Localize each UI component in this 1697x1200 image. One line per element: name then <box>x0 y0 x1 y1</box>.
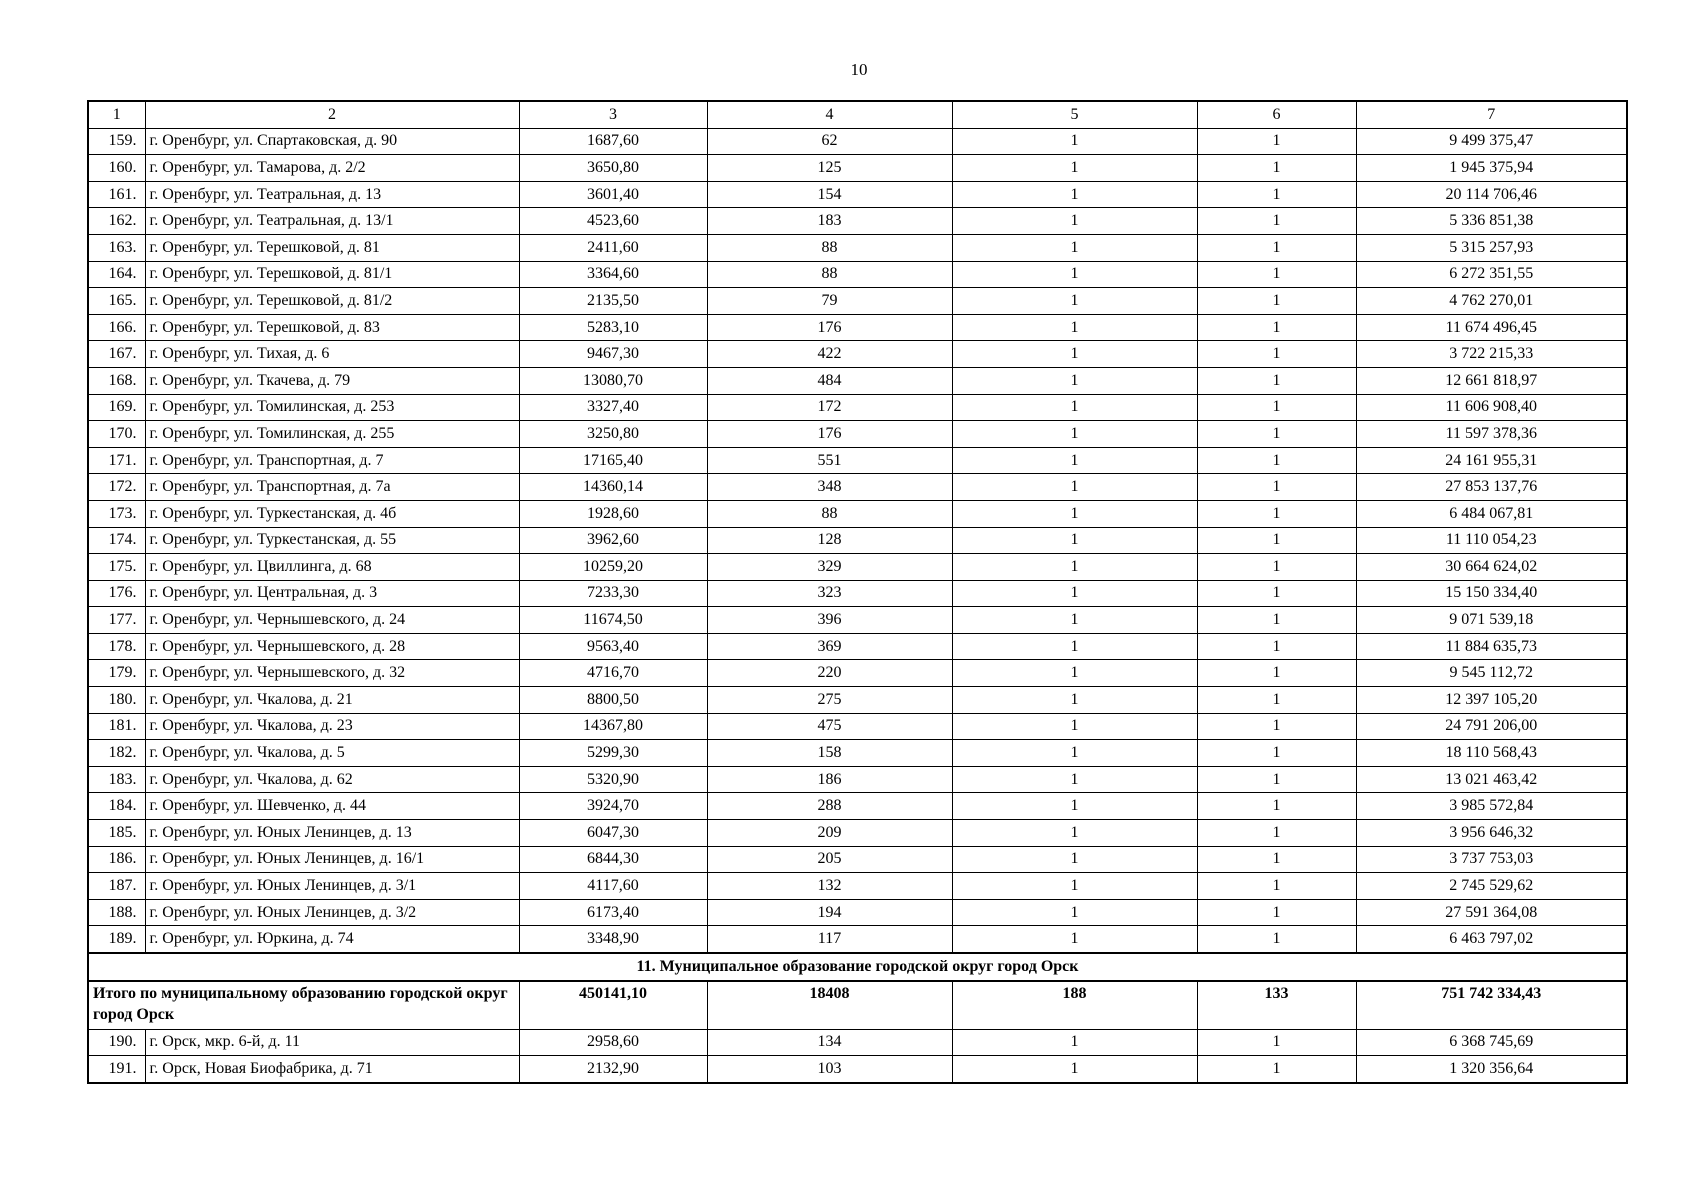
table-row <box>88 554 1627 581</box>
col6-cell: 1 <box>1197 713 1356 740</box>
total-c7-cell: 751 742 334,43 <box>1356 981 1627 1030</box>
address-cell: г. Оренбург, ул. Туркестанская, д. 55 <box>145 527 519 554</box>
count-cell: 396 <box>707 607 952 634</box>
row-number-cell: 163. <box>88 234 145 261</box>
address-cell: г. Оренбург, ул. Спартаковская, д. 90 <box>145 128 519 155</box>
col5-cell: 1 <box>952 1056 1197 1083</box>
cost-cell: 11 110 054,23 <box>1356 527 1627 554</box>
row-number-cell: 191. <box>88 1056 145 1083</box>
col5-cell: 1 <box>952 607 1197 634</box>
col5-cell: 1 <box>952 474 1197 501</box>
table-row <box>88 261 1627 288</box>
col6-cell: 1 <box>1197 1056 1356 1083</box>
col6-cell: 1 <box>1197 181 1356 208</box>
count-cell: 125 <box>707 155 952 182</box>
cost-cell: 13 021 463,42 <box>1356 766 1627 793</box>
table-row <box>88 660 1627 687</box>
area-cell: 14367,80 <box>519 713 707 740</box>
area-cell: 13080,70 <box>519 367 707 394</box>
col5-cell: 1 <box>952 846 1197 873</box>
address-cell: г. Оренбург, ул. Терешковой, д. 81/1 <box>145 261 519 288</box>
address-cell: г. Оренбург, ул. Тихая, д. 6 <box>145 341 519 368</box>
col5-cell: 1 <box>952 766 1197 793</box>
address-cell: г. Оренбург, ул. Юных Ленинцев, д. 3/1 <box>145 873 519 900</box>
row-number-cell: 168. <box>88 367 145 394</box>
cost-cell: 11 884 635,73 <box>1356 633 1627 660</box>
row-number-cell: 162. <box>88 208 145 235</box>
cost-cell: 15 150 334,40 <box>1356 580 1627 607</box>
row-number-cell: 188. <box>88 899 145 926</box>
row-number-cell: 180. <box>88 687 145 714</box>
row-number-cell: 174. <box>88 527 145 554</box>
col6-cell: 1 <box>1197 367 1356 394</box>
address-cell: г. Оренбург, ул. Ткачева, д. 79 <box>145 367 519 394</box>
col5-cell: 1 <box>952 820 1197 847</box>
count-cell: 323 <box>707 580 952 607</box>
cost-cell: 4 762 270,01 <box>1356 288 1627 315</box>
count-cell: 183 <box>707 208 952 235</box>
table-row <box>88 288 1627 315</box>
col6-cell: 1 <box>1197 1029 1356 1056</box>
cost-cell: 11 606 908,40 <box>1356 394 1627 421</box>
table-row <box>88 527 1627 554</box>
col6-cell: 1 <box>1197 314 1356 341</box>
col6-cell: 1 <box>1197 341 1356 368</box>
col5-cell: 1 <box>952 580 1197 607</box>
count-cell: 117 <box>707 926 952 953</box>
count-cell: 484 <box>707 367 952 394</box>
address-cell: г. Оренбург, ул. Юркина, д. 74 <box>145 926 519 953</box>
col6-cell: 1 <box>1197 208 1356 235</box>
row-number-cell: 177. <box>88 607 145 634</box>
area-cell: 5283,10 <box>519 314 707 341</box>
col5-cell: 1 <box>952 128 1197 155</box>
col6-cell: 1 <box>1197 527 1356 554</box>
area-cell: 3601,40 <box>519 181 707 208</box>
table-row <box>88 766 1627 793</box>
col5-cell: 1 <box>952 633 1197 660</box>
col5-cell: 1 <box>952 740 1197 767</box>
area-cell: 5320,90 <box>519 766 707 793</box>
table-row <box>88 447 1627 474</box>
col6-cell: 1 <box>1197 846 1356 873</box>
col5-cell: 1 <box>952 713 1197 740</box>
col6-cell: 1 <box>1197 554 1356 581</box>
col6-cell: 1 <box>1197 421 1356 448</box>
area-cell: 3962,60 <box>519 527 707 554</box>
section-heading-row <box>88 953 1627 981</box>
address-cell: г. Оренбург, ул. Юных Ленинцев, д. 3/2 <box>145 899 519 926</box>
row-number-cell: 165. <box>88 288 145 315</box>
area-cell: 2135,50 <box>519 288 707 315</box>
count-cell: 88 <box>707 500 952 527</box>
cost-cell: 6 484 067,81 <box>1356 500 1627 527</box>
header-cell: 1 <box>88 101 145 128</box>
row-number-cell: 186. <box>88 846 145 873</box>
page-number: 10 <box>850 60 868 79</box>
row-number-cell: 187. <box>88 873 145 900</box>
cost-cell: 5 315 257,93 <box>1356 234 1627 261</box>
cost-cell: 9 545 112,72 <box>1356 660 1627 687</box>
col6-cell: 1 <box>1197 820 1356 847</box>
count-cell: 134 <box>707 1029 952 1056</box>
count-cell: 128 <box>707 527 952 554</box>
col6-cell: 1 <box>1197 687 1356 714</box>
count-cell: 475 <box>707 713 952 740</box>
table-body <box>88 101 1627 1083</box>
cost-cell: 27 591 364,08 <box>1356 899 1627 926</box>
address-cell: г. Оренбург, ул. Терешковой, д. 81 <box>145 234 519 261</box>
col6-cell: 1 <box>1197 660 1356 687</box>
col5-cell: 1 <box>952 181 1197 208</box>
cost-cell: 20 114 706,46 <box>1356 181 1627 208</box>
count-cell: 79 <box>707 288 952 315</box>
count-cell: 154 <box>707 181 952 208</box>
count-cell: 132 <box>707 873 952 900</box>
area-cell: 9563,40 <box>519 633 707 660</box>
area-cell: 6047,30 <box>519 820 707 847</box>
count-cell: 220 <box>707 660 952 687</box>
area-cell: 17165,40 <box>519 447 707 474</box>
table-row <box>88 421 1627 448</box>
col5-cell: 1 <box>952 660 1197 687</box>
table-row <box>88 474 1627 501</box>
row-number-cell: 167. <box>88 341 145 368</box>
area-cell: 3327,40 <box>519 394 707 421</box>
col6-cell: 1 <box>1197 500 1356 527</box>
col6-cell: 1 <box>1197 873 1356 900</box>
area-cell: 3250,80 <box>519 421 707 448</box>
col6-cell: 1 <box>1197 128 1356 155</box>
area-cell: 8800,50 <box>519 687 707 714</box>
row-number-cell: 175. <box>88 554 145 581</box>
area-cell: 4716,70 <box>519 660 707 687</box>
col5-cell: 1 <box>952 234 1197 261</box>
table-row <box>88 367 1627 394</box>
cost-cell: 27 853 137,76 <box>1356 474 1627 501</box>
row-number-cell: 159. <box>88 128 145 155</box>
col5-cell: 1 <box>952 155 1197 182</box>
cost-cell: 2 745 529,62 <box>1356 873 1627 900</box>
count-cell: 422 <box>707 341 952 368</box>
address-cell: г. Оренбург, ул. Транспортная, д. 7 <box>145 447 519 474</box>
table-row <box>88 820 1627 847</box>
table-row <box>88 713 1627 740</box>
col5-cell: 1 <box>952 687 1197 714</box>
count-cell: 88 <box>707 261 952 288</box>
area-cell: 3650,80 <box>519 155 707 182</box>
header-cell: 2 <box>145 101 519 128</box>
count-cell: 103 <box>707 1056 952 1083</box>
count-cell: 275 <box>707 687 952 714</box>
address-cell: г. Оренбург, ул. Театральная, д. 13 <box>145 181 519 208</box>
table-row <box>88 687 1627 714</box>
table-row <box>88 500 1627 527</box>
row-number-cell: 184. <box>88 793 145 820</box>
col6-cell: 1 <box>1197 926 1356 953</box>
count-cell: 88 <box>707 234 952 261</box>
table-row <box>88 1056 1627 1083</box>
row-number-cell: 181. <box>88 713 145 740</box>
area-cell: 3348,90 <box>519 926 707 953</box>
cost-cell: 3 985 572,84 <box>1356 793 1627 820</box>
table-row <box>88 846 1627 873</box>
address-cell: г. Оренбург, ул. Юных Ленинцев, д. 16/1 <box>145 846 519 873</box>
address-cell: г. Оренбург, ул. Томилинская, д. 253 <box>145 394 519 421</box>
apartment-buildings-table <box>87 100 1628 1084</box>
cost-cell: 3 956 646,32 <box>1356 820 1627 847</box>
table-row <box>88 394 1627 421</box>
col5-cell: 1 <box>952 554 1197 581</box>
area-cell: 4117,60 <box>519 873 707 900</box>
total-row <box>88 981 1627 1030</box>
cost-cell: 11 674 496,45 <box>1356 314 1627 341</box>
address-cell: г. Оренбург, ул. Шевченко, д. 44 <box>145 793 519 820</box>
col5-cell: 1 <box>952 873 1197 900</box>
col5-cell: 1 <box>952 208 1197 235</box>
col5-cell: 1 <box>952 288 1197 315</box>
cost-cell: 3 737 753,03 <box>1356 846 1627 873</box>
row-number-cell: 166. <box>88 314 145 341</box>
address-cell: г. Оренбург, ул. Чернышевского, д. 32 <box>145 660 519 687</box>
col6-cell: 1 <box>1197 580 1356 607</box>
total-c4-cell: 18408 <box>707 981 952 1030</box>
count-cell: 62 <box>707 128 952 155</box>
table-row <box>88 793 1627 820</box>
col6-cell: 1 <box>1197 766 1356 793</box>
address-cell: г. Оренбург, ул. Томилинская, д. 255 <box>145 421 519 448</box>
col6-cell: 1 <box>1197 155 1356 182</box>
table-row <box>88 155 1627 182</box>
table-row <box>88 633 1627 660</box>
col5-cell: 1 <box>952 261 1197 288</box>
total-label: Итого по муниципальному образованию городской округ город Орск <box>88 981 519 1030</box>
row-number-cell: 178. <box>88 633 145 660</box>
row-number-cell: 183. <box>88 766 145 793</box>
area-cell: 6844,30 <box>519 846 707 873</box>
area-cell: 5299,30 <box>519 740 707 767</box>
address-cell: г. Оренбург, ул. Юных Ленинцев, д. 13 <box>145 820 519 847</box>
address-cell: г. Оренбург, ул. Транспортная, д. 7а <box>145 474 519 501</box>
col5-cell: 1 <box>952 394 1197 421</box>
area-cell: 2132,90 <box>519 1056 707 1083</box>
row-number-cell: 160. <box>88 155 145 182</box>
row-number-cell: 172. <box>88 474 145 501</box>
col6-cell: 1 <box>1197 288 1356 315</box>
table-row <box>88 580 1627 607</box>
area-cell: 1687,60 <box>519 128 707 155</box>
row-number-cell: 190. <box>88 1029 145 1056</box>
area-cell: 2958,60 <box>519 1029 707 1056</box>
count-cell: 209 <box>707 820 952 847</box>
col5-cell: 1 <box>952 793 1197 820</box>
cost-cell: 24 791 206,00 <box>1356 713 1627 740</box>
area-cell: 10259,20 <box>519 554 707 581</box>
count-cell: 369 <box>707 633 952 660</box>
count-cell: 551 <box>707 447 952 474</box>
col6-cell: 1 <box>1197 447 1356 474</box>
row-number-cell: 161. <box>88 181 145 208</box>
address-cell: г. Оренбург, ул. Чкалова, д. 21 <box>145 687 519 714</box>
address-cell: г. Оренбург, ул. Терешковой, д. 81/2 <box>145 288 519 315</box>
area-cell: 9467,30 <box>519 341 707 368</box>
table-row <box>88 128 1627 155</box>
col6-cell: 1 <box>1197 394 1356 421</box>
address-cell: г. Оренбург, ул. Театральная, д. 13/1 <box>145 208 519 235</box>
address-cell: г. Оренбург, ул. Чернышевского, д. 24 <box>145 607 519 634</box>
area-cell: 14360,14 <box>519 474 707 501</box>
table-row <box>88 873 1627 900</box>
col5-cell: 1 <box>952 447 1197 474</box>
address-cell: г. Оренбург, ул. Цвиллинга, д. 68 <box>145 554 519 581</box>
col5-cell: 1 <box>952 926 1197 953</box>
col6-cell: 1 <box>1197 607 1356 634</box>
total-c3-cell: 450141,10 <box>519 981 707 1030</box>
area-cell: 7233,30 <box>519 580 707 607</box>
table-row <box>88 926 1627 953</box>
cost-cell: 6 368 745,69 <box>1356 1029 1627 1056</box>
area-cell: 3364,60 <box>519 261 707 288</box>
cost-cell: 9 499 375,47 <box>1356 128 1627 155</box>
count-cell: 205 <box>707 846 952 873</box>
table-row <box>88 341 1627 368</box>
cost-cell: 3 722 215,33 <box>1356 341 1627 368</box>
header-cell: 3 <box>519 101 707 128</box>
table-row <box>88 607 1627 634</box>
row-number-cell: 189. <box>88 926 145 953</box>
count-cell: 329 <box>707 554 952 581</box>
address-cell: г. Орск, Новая Биофабрика, д. 71 <box>145 1056 519 1083</box>
col5-cell: 1 <box>952 341 1197 368</box>
cost-cell: 12 661 818,97 <box>1356 367 1627 394</box>
row-number-cell: 182. <box>88 740 145 767</box>
cost-cell: 6 463 797,02 <box>1356 926 1627 953</box>
row-number-cell: 169. <box>88 394 145 421</box>
table-row <box>88 208 1627 235</box>
area-cell: 11674,50 <box>519 607 707 634</box>
cost-cell: 9 071 539,18 <box>1356 607 1627 634</box>
count-cell: 176 <box>707 314 952 341</box>
cost-cell: 5 336 851,38 <box>1356 208 1627 235</box>
table-row <box>88 314 1627 341</box>
cost-cell: 24 161 955,31 <box>1356 447 1627 474</box>
address-cell: г. Оренбург, ул. Чкалова, д. 23 <box>145 713 519 740</box>
total-c5-cell: 188 <box>952 981 1197 1030</box>
section-title: 11. Муниципальное образование городской округ город Орск <box>88 953 1627 981</box>
cost-cell: 11 597 378,36 <box>1356 421 1627 448</box>
cost-cell: 6 272 351,55 <box>1356 261 1627 288</box>
area-cell: 4523,60 <box>519 208 707 235</box>
area-cell: 6173,40 <box>519 899 707 926</box>
col5-cell: 1 <box>952 367 1197 394</box>
header-cell: 6 <box>1197 101 1356 128</box>
count-cell: 348 <box>707 474 952 501</box>
cost-cell: 30 664 624,02 <box>1356 554 1627 581</box>
address-cell: г. Оренбург, ул. Терешковой, д. 83 <box>145 314 519 341</box>
col5-cell: 1 <box>952 500 1197 527</box>
col6-cell: 1 <box>1197 899 1356 926</box>
table-row <box>88 740 1627 767</box>
col6-cell: 1 <box>1197 633 1356 660</box>
row-number-cell: 176. <box>88 580 145 607</box>
col6-cell: 1 <box>1197 234 1356 261</box>
col6-cell: 1 <box>1197 261 1356 288</box>
row-number-cell: 185. <box>88 820 145 847</box>
table-row <box>88 234 1627 261</box>
col5-cell: 1 <box>952 1029 1197 1056</box>
count-cell: 186 <box>707 766 952 793</box>
cost-cell: 1 945 375,94 <box>1356 155 1627 182</box>
count-cell: 194 <box>707 899 952 926</box>
address-cell: г. Орск, мкр. 6-й, д. 11 <box>145 1029 519 1056</box>
area-cell: 3924,70 <box>519 793 707 820</box>
col5-cell: 1 <box>952 421 1197 448</box>
row-number-cell: 164. <box>88 261 145 288</box>
row-number-cell: 173. <box>88 500 145 527</box>
count-cell: 172 <box>707 394 952 421</box>
col5-cell: 1 <box>952 527 1197 554</box>
table-row <box>88 181 1627 208</box>
row-number-cell: 171. <box>88 447 145 474</box>
table-row <box>88 1029 1627 1056</box>
cost-cell: 1 320 356,64 <box>1356 1056 1627 1083</box>
count-cell: 176 <box>707 421 952 448</box>
col6-cell: 1 <box>1197 793 1356 820</box>
col6-cell: 1 <box>1197 474 1356 501</box>
total-c6-cell: 133 <box>1197 981 1356 1030</box>
address-cell: г. Оренбург, ул. Чкалова, д. 5 <box>145 740 519 767</box>
row-number-cell: 179. <box>88 660 145 687</box>
address-cell: г. Оренбург, ул. Чкалова, д. 62 <box>145 766 519 793</box>
area-cell: 1928,60 <box>519 500 707 527</box>
header-cell: 7 <box>1356 101 1627 128</box>
count-cell: 288 <box>707 793 952 820</box>
header-cell: 5 <box>952 101 1197 128</box>
address-cell: г. Оренбург, ул. Центральная, д. 3 <box>145 580 519 607</box>
col6-cell: 1 <box>1197 740 1356 767</box>
count-cell: 158 <box>707 740 952 767</box>
cost-cell: 18 110 568,43 <box>1356 740 1627 767</box>
table-row <box>88 899 1627 926</box>
address-cell: г. Оренбург, ул. Тамарова, д. 2/2 <box>145 155 519 182</box>
col5-cell: 1 <box>952 314 1197 341</box>
col5-cell: 1 <box>952 899 1197 926</box>
area-cell: 2411,60 <box>519 234 707 261</box>
address-cell: г. Оренбург, ул. Туркестанская, д. 4б <box>145 500 519 527</box>
cost-cell: 12 397 105,20 <box>1356 687 1627 714</box>
header-cell: 4 <box>707 101 952 128</box>
column-number-header-row <box>88 101 1627 128</box>
address-cell: г. Оренбург, ул. Чернышевского, д. 28 <box>145 633 519 660</box>
row-number-cell: 170. <box>88 421 145 448</box>
